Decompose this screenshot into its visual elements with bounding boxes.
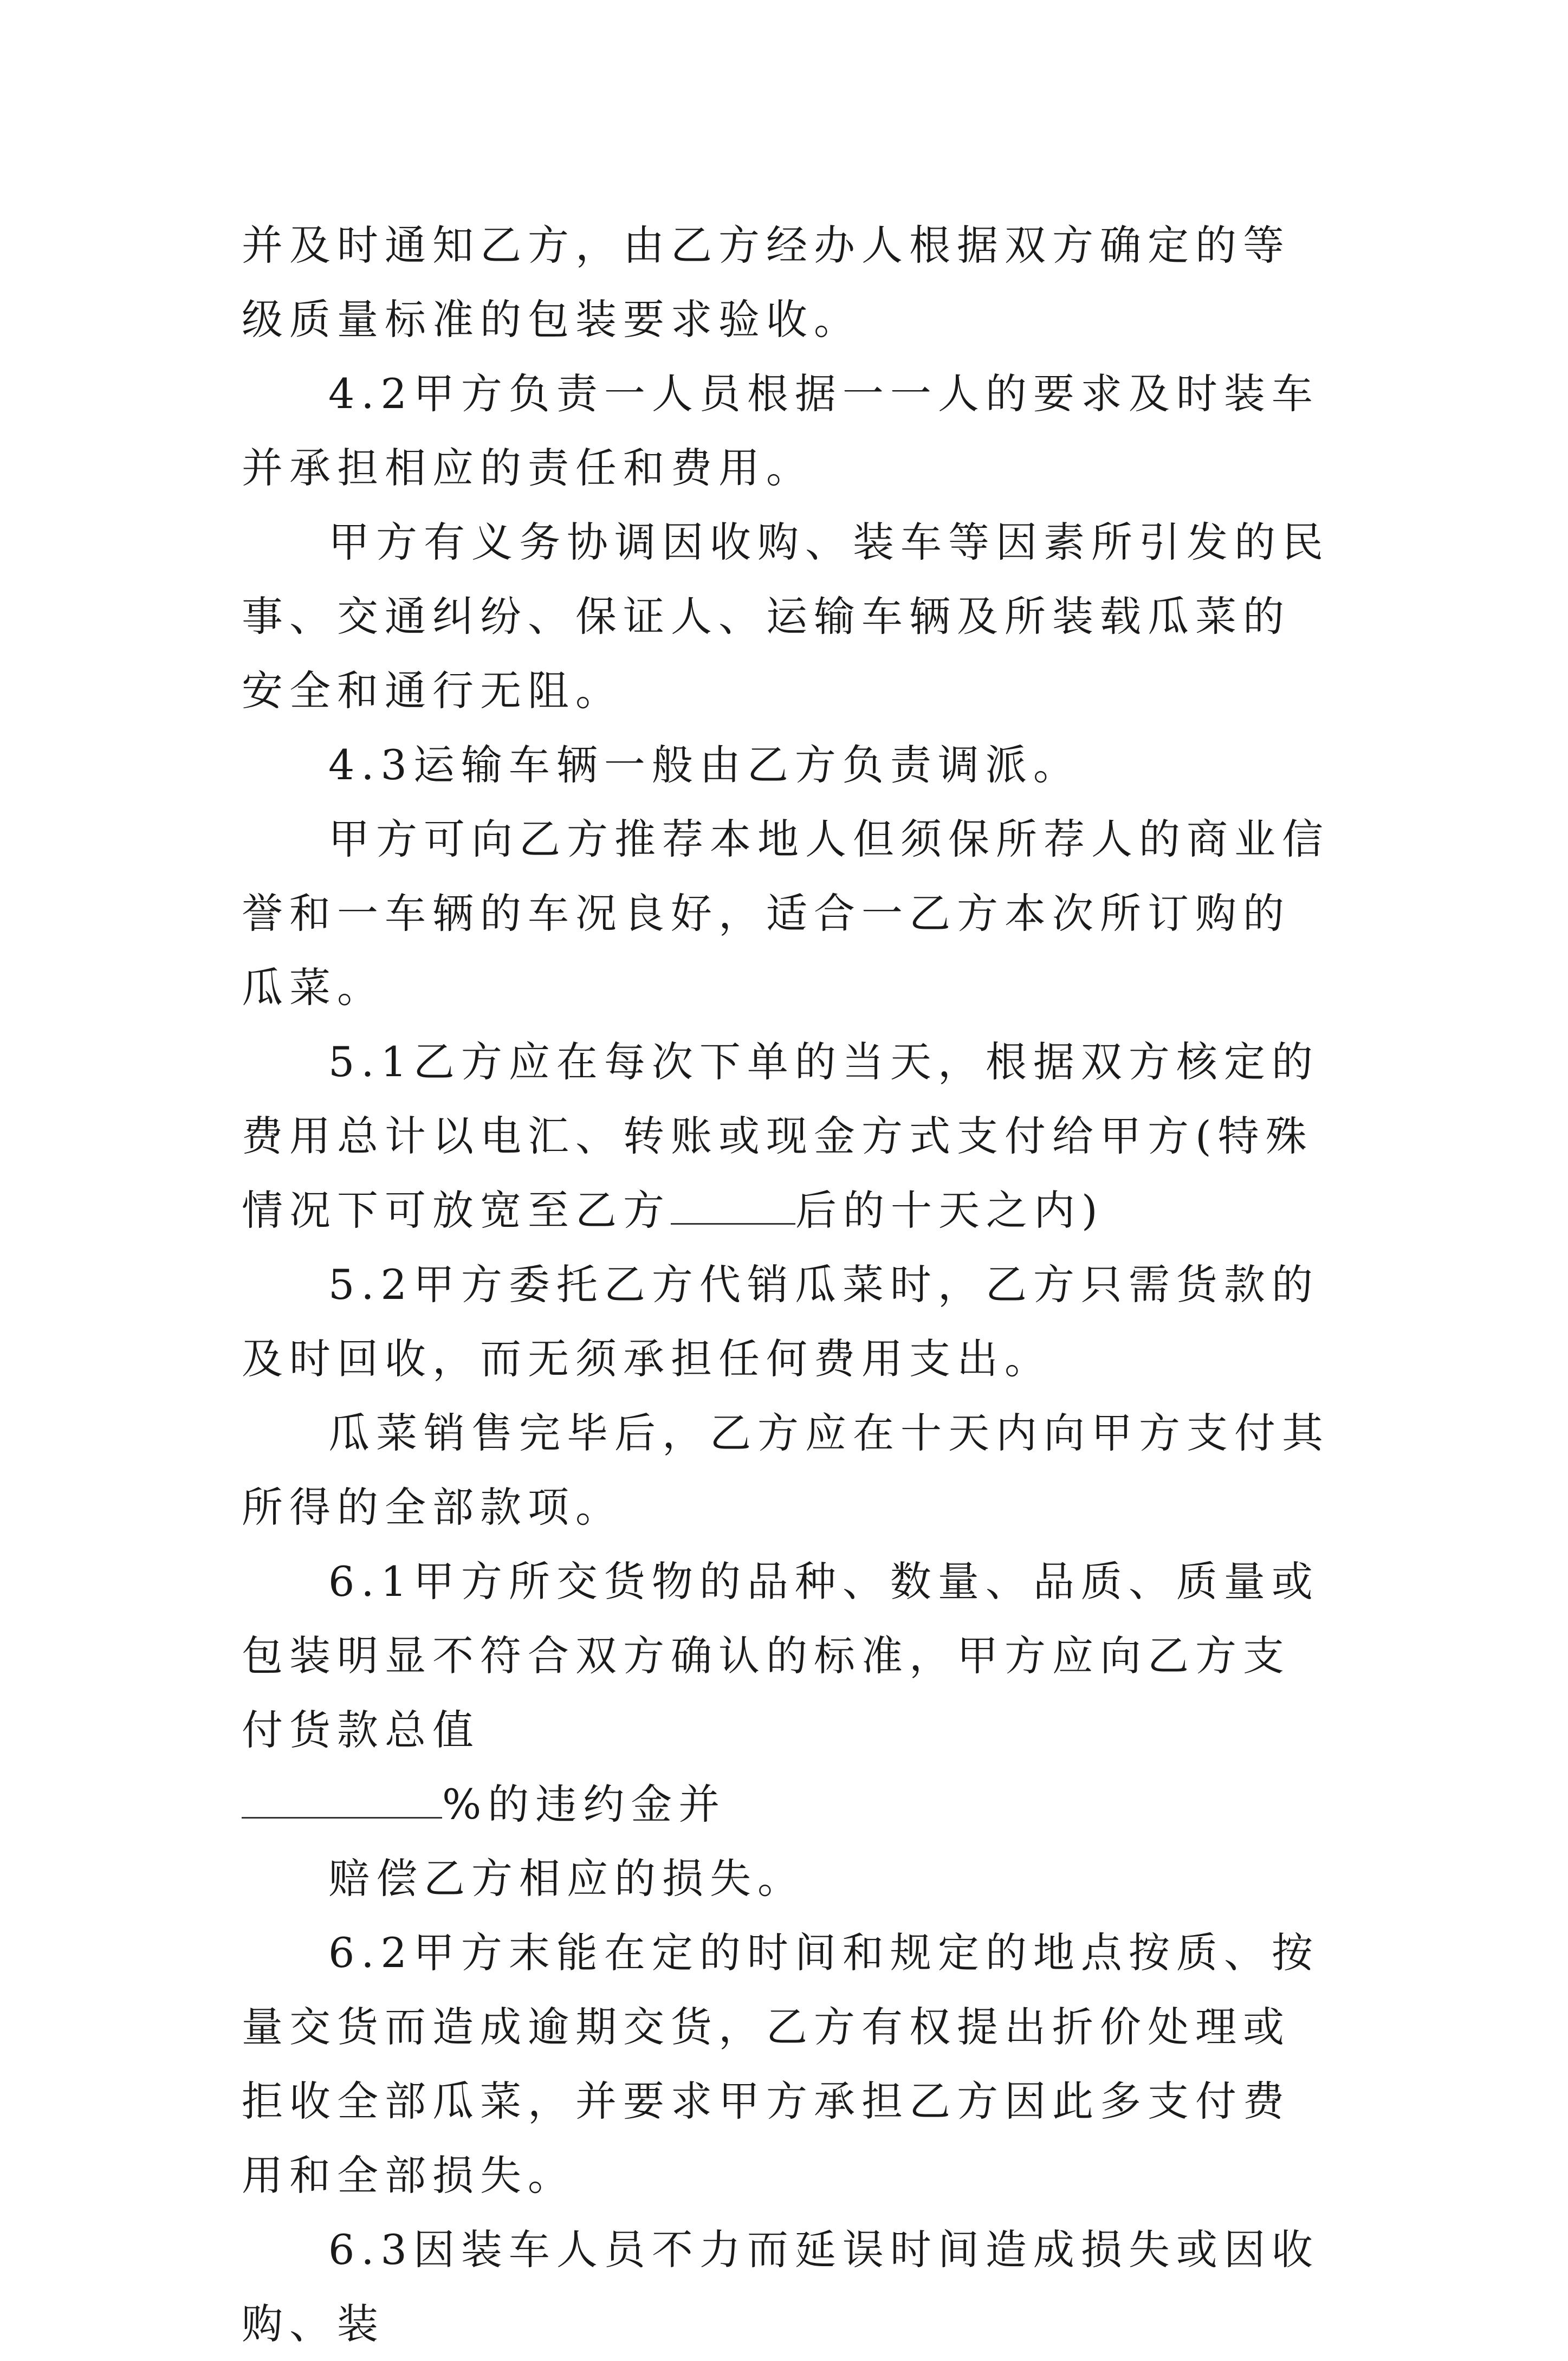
paragraph-inspection: 并及时通知乙方，由乙方经办人根据双方确定的等级质量标准的包装要求验收。 <box>242 221 1291 344</box>
paragraph-coordination-duty: 甲方有义务协调因收购、装车等因素所引发的民事、交通纠纷、保证人、运输车辆及所装载瓜菜的安全和通行无阻。 <box>242 518 1330 715</box>
clause-5-1-text: 5.1乙方应在每次下单的当天，根据双方核定的费用总计以电汇、转账或现金方式支付给甲方(特殊情况下可放宽至乙方 <box>242 1038 1319 1234</box>
paragraph-payment-after-sale: 瓜菜销售完毕后，乙方应在十天内向甲方支付其所得的全部款项。 <box>242 1409 1330 1531</box>
paragraph-clause-6-2: 6.2甲方末能在定的时间和规定的地点按质、按量交货而造成逾期交货，乙方有权提出折价处理或拒收全部瓜菜，并要求甲方承担乙方因此多支付费用和全部损失。 <box>242 1929 1319 2200</box>
paragraph-penalty-rate <box>242 1767 1334 1841</box>
paragraph-compensation: 赔偿乙方相应的损失。 <box>328 1854 805 1903</box>
fill-in-blank-date[interactable] <box>671 1191 795 1225</box>
paragraph-clause-4-2: 4.2甲方负责一人员根据一一人的要求及时装车并承担相应的责任和费用。 <box>242 370 1319 492</box>
paragraph-recommendation: 甲方可向乙方推荐本地人但须保所荐人的商业信誉和一车辆的车况良好，适合一乙方本次所订购的瓜菜。 <box>242 815 1330 1012</box>
paragraph-clause-4-3: 4.3运输车辆一般由乙方负责调派。 <box>328 741 1081 789</box>
contract-body <box>242 208 1334 2361</box>
fill-in-blank-percent[interactable] <box>242 1784 442 1819</box>
paragraph-clause-6-3: 6.3因装车人员不力而延误时间造成损失或因收购、装 <box>242 2226 1319 2348</box>
clause-5-1-text-end: 后的十天之内) <box>795 1186 1104 1234</box>
paragraph-clause-6-1: 6.1甲方所交货物的品种、数量、品质、质量或包装明显不符合双方确认的标准，甲方应向乙方支付货款总值 <box>242 1557 1319 1754</box>
paragraph-clause-5-1 <box>242 1025 1334 1247</box>
penalty-rate-text: %的违约金并 <box>442 1780 727 1828</box>
paragraph-clause-5-2: 5.2甲方委托乙方代销瓜菜时，乙方只需货款的及时回收，而无须承担任何费用支出。 <box>242 1260 1319 1383</box>
